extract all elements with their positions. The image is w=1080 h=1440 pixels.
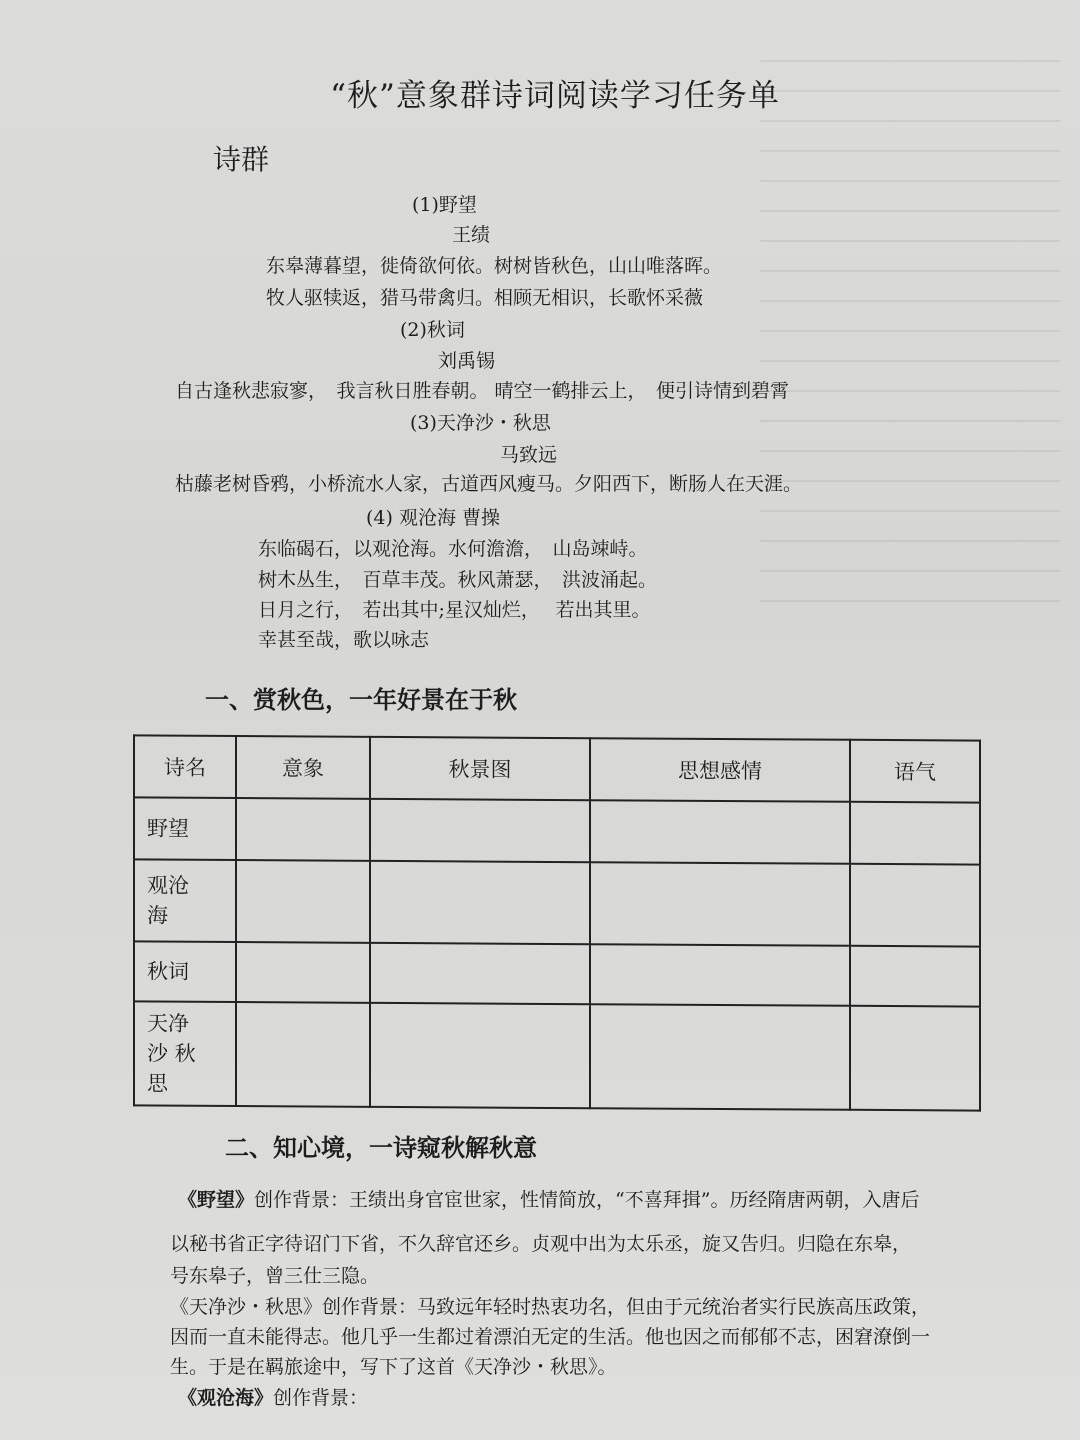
poem2-author: 刘禹锡 [438, 350, 496, 372]
background-tianjingsha: 《天净沙・秋思》创作背景：马致远年轻时热衷功名，但由于元统治者实行民族高压政策， [170, 1296, 931, 1318]
poem1-title: (1)野望 [412, 194, 477, 216]
table-row [134, 859, 980, 946]
header-cell: 秋景图 [370, 737, 590, 800]
table-row [134, 797, 980, 864]
page-title: “秋”意象群诗词阅读学习任务单 [330, 78, 780, 114]
poem4-title: (4) 观沧海 曹操 [366, 507, 500, 529]
answer-cell[interactable] [236, 942, 370, 1003]
answer-cell[interactable] [850, 946, 980, 1007]
answer-cell[interactable] [370, 861, 590, 944]
poem2-title: (2)秋词 [400, 319, 465, 341]
row-label: 观沧 海 [134, 859, 236, 942]
poem-group-heading: 诗群 [213, 143, 270, 176]
guancanghai-text: 创作背景： [273, 1387, 369, 1409]
poem3-title: (3)天净沙・秋思 [410, 412, 551, 434]
header-cell: 意象 [236, 736, 370, 799]
table-row [134, 1001, 980, 1110]
table-header-row [134, 735, 980, 802]
answer-cell[interactable] [590, 944, 850, 1006]
answer-cell[interactable] [236, 798, 370, 861]
row-label: 秋词 [134, 941, 236, 1002]
background-text-line: 因而一直未能得志。他几乎一生都过着漂泊无定的生活。他也因之而郁郁不志，困窘潦倒一 [170, 1326, 931, 1348]
poem4-line: 东临碣石，以观沧海。水何澹澹， 山岛竦峙。 [258, 538, 648, 560]
answer-cell[interactable] [370, 943, 590, 1004]
poem1-author: 王绩 [452, 224, 491, 246]
background-text-line: 号东皋子，曾三仕三隐。 [170, 1265, 380, 1287]
poem4-line: 树木丛生， 百草丰茂。秋风萧瑟， 洪波涌起。 [258, 569, 658, 591]
yewang-text: 创作背景：王绩出身官宦世家，性情简放，“不喜拜揖”。历经隋唐两朝，入唐后 [254, 1189, 920, 1211]
header-cell: 语气 [850, 740, 980, 803]
answer-cell[interactable] [590, 1004, 850, 1110]
poem3-line: 枯藤老树昏鸦，小桥流水人家，古道西风瘦马。夕阳西下，断肠人在天涯。 [175, 473, 803, 495]
answer-cell[interactable] [590, 800, 850, 864]
row-label: 野望 [134, 797, 236, 860]
answer-cell[interactable] [236, 1002, 370, 1107]
background-text-line: 生。于是在羁旅途中，写下了这首《天净沙・秋思》。 [170, 1356, 617, 1378]
bleed-through-text [760, 60, 1060, 620]
poem3-author: 马致远 [500, 444, 558, 466]
answer-cell[interactable] [236, 860, 370, 943]
yewang-label: 《野望》 [178, 1189, 255, 1211]
section1-heading: 一、赏秋色，一年好景在于秋 [205, 686, 517, 714]
poem1-line: 东皋薄暮望，徙倚欲何依。树树皆秋色，山山唯落晖。 [266, 255, 723, 277]
answer-cell[interactable] [590, 862, 850, 946]
header-cell: 思想感情 [590, 738, 850, 802]
answer-cell[interactable] [370, 799, 590, 862]
answer-cell[interactable] [850, 802, 980, 865]
poem1-line: 牧人驱犊返，猎马带禽归。相顾无相识，长歌怀采薇 [266, 287, 704, 309]
background-yewang [178, 1186, 919, 1215]
row-label: 天净 沙 秋 思 [134, 1001, 236, 1106]
poem4-line: 日月之行， 若出其中;星汉灿烂， 若出其里。 [258, 599, 651, 621]
answer-cell[interactable] [370, 1003, 590, 1108]
answer-cell[interactable] [850, 1006, 980, 1111]
background-guancanghai [178, 1384, 368, 1413]
section2-heading: 二、知心境，一诗窥秋解秋意 [225, 1134, 537, 1162]
guancanghai-label: 《观沧海》 [178, 1387, 274, 1409]
poem4-line: 幸甚至哉，歌以咏志 [258, 629, 430, 651]
table-row [134, 941, 980, 1006]
background-text-line: 以秘书省正字待诏门下省，不久辞官还乡。贞观中出为太乐丞，旋又告归。归隐在东皋， [170, 1233, 912, 1255]
answer-cell[interactable] [850, 864, 980, 947]
poem2-line: 自古逢秋悲寂寥， 我言秋日胜春朝。 晴空一鹤排云上， 便引诗情到碧霄 [175, 380, 790, 402]
worksheet-table [133, 737, 981, 1109]
header-cell: 诗名 [134, 735, 236, 798]
